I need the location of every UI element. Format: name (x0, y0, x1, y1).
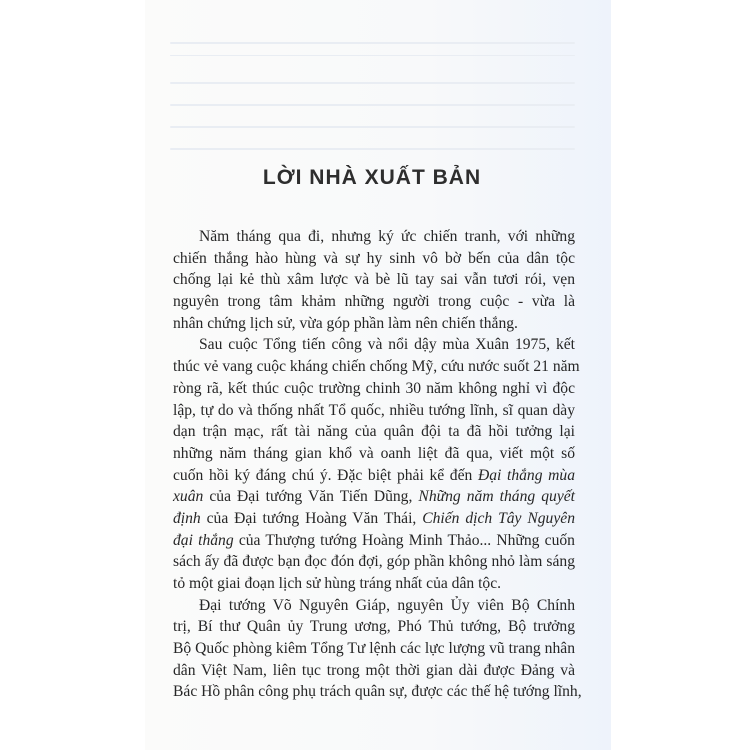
text-line (173, 573, 575, 595)
text-line (173, 291, 575, 313)
text-line (173, 400, 575, 422)
text-segment: của Đại tướng Văn Tiến Dũng, (203, 488, 419, 506)
page-title: LỜI NHÀ XUẤT BẢN (262, 166, 482, 189)
text-line (173, 638, 575, 660)
text-segment: thúc vẻ vang cuộc kháng chiến chống Mỹ, cứu nước suốt 21 năm (173, 358, 580, 376)
text-line (173, 616, 575, 638)
book-title-italic: Những năm tháng quyết (418, 488, 576, 506)
book-title-italic: đại thắng (173, 531, 234, 549)
text-line (173, 378, 575, 400)
text-line (173, 269, 575, 291)
text-line (173, 530, 575, 552)
text-segment: nguyên trong tâm khảm những người trong cuộc - vừa là (173, 293, 575, 311)
text-segment: chống lại kẻ thù xâm lược và bè lũ tay sai vẫn tươi rói, vẹn (173, 271, 575, 289)
text-line (173, 681, 582, 703)
text-segment: dạn trận mạc, rất tài năng của quân đội ta đã hồi tưởng lại (173, 423, 575, 441)
paragraph (173, 226, 575, 334)
paragraph (173, 334, 580, 594)
book-title-italic: Chiến dịch Tây Nguyên (422, 509, 575, 527)
text-segment: Bác Hồ phân công phụ trách quân sự, được các thế hệ tướng lĩnh, (173, 683, 582, 701)
text-line (173, 226, 575, 248)
text-segment: Năm tháng qua đi, nhưng ký ức chiến tranh, với những (199, 228, 575, 245)
text-line (173, 356, 580, 378)
text-line (173, 421, 575, 443)
book-title-italic: định (173, 509, 201, 527)
text-line (173, 443, 575, 465)
text-segment: ròng rã, kết thúc cuộc trường chinh 30 năm không nghỉ vì độc (173, 379, 575, 397)
paragraph (173, 595, 582, 703)
text-line (173, 660, 575, 682)
text-segment: cuốn hồi ký đáng chú ý. Đặc biệt phải kể đến (173, 466, 478, 484)
text-segment: trị, Bí thư Quân ủy Trung ương, Phó Thủ tướng, Bộ trưởng (173, 618, 575, 636)
text-line (173, 248, 575, 270)
text-segment: chiến thắng hào hùng và sự hy sinh vô bờ bến của dân tộc (173, 249, 575, 267)
text-segment: Sau cuộc Tổng tiến công và nổi dậy mùa Xuân 1975, kết (199, 336, 575, 354)
text-line (173, 486, 575, 508)
text-segment: lập, tự do và thống nhất Tổ quốc, nhiều tướng lĩnh, sĩ quan dày (173, 401, 575, 419)
text-segment: Đại tướng Võ Nguyên Giáp, nguyên Ủy viên Bộ Chính (199, 596, 575, 614)
text-segment: của Thượng tướng Hoàng Minh Thảo... Những cuốn (233, 531, 575, 549)
text-segment: Bộ Quốc phòng kiêm Tổng Tư lệnh các lực lượng vũ trang nhân (173, 640, 575, 658)
text-segment: tỏ một giai đoạn lịch sử hùng tráng nhất của dân tộc. (173, 575, 502, 592)
text-line (173, 465, 575, 487)
book-title-italic: Đại thắng mùa (477, 466, 575, 484)
body-text (173, 226, 582, 703)
text-line (173, 334, 575, 356)
text-line (173, 551, 575, 573)
text-segment: dân Việt Nam, liên tục trong một thời gian dài được Đảng và (173, 661, 575, 679)
text-line (173, 508, 575, 530)
text-segment: những năm tháng gian khổ và oanh liệt đã qua, viết một số (173, 444, 575, 462)
text-line (173, 313, 575, 335)
book-title-italic: xuân (173, 488, 204, 506)
text-segment: sách ấy đã được bạn đọc đón đợi, góp phần không nhỏ làm sáng (173, 553, 575, 571)
text-segment: của Đại tướng Hoàng Văn Thái, (200, 509, 423, 527)
text-line (173, 595, 575, 617)
text-segment: nhân chứng lịch sử, vừa góp phần làm nên chiến thắng. (173, 314, 518, 332)
